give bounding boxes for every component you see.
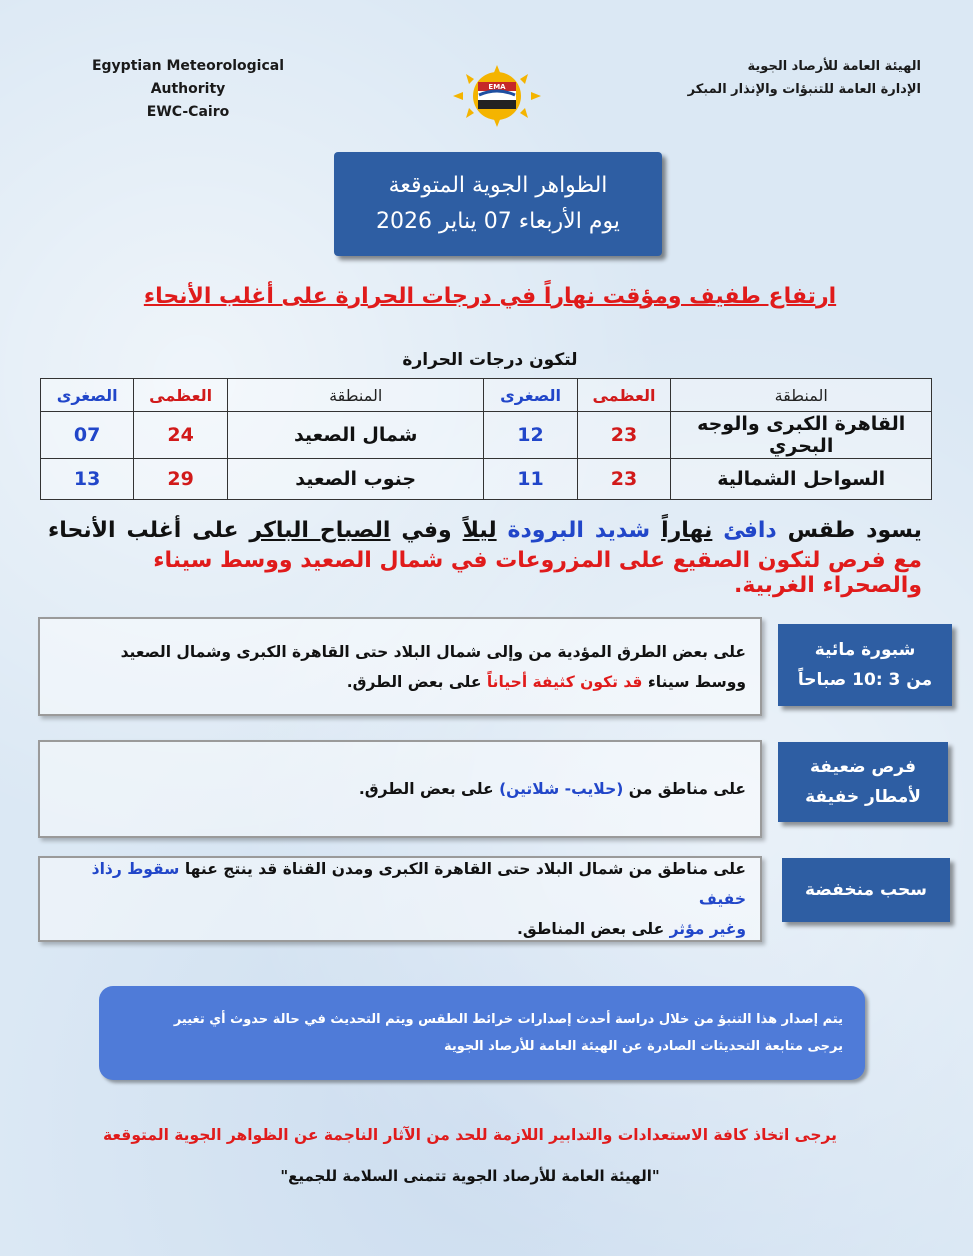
fog-text-highlight: قد تكون كثيفة أحياناً: [486, 672, 643, 691]
note-line: يتم إصدار هذا التنبؤ من خلال دراسة أحدث إصدارات خرائط الطقس ويتم التحديث في حالة حدوث أي تغيير: [173, 1012, 843, 1027]
summary-text: ليلاً: [462, 518, 497, 543]
max-temp: 29: [134, 459, 228, 500]
table-row: [41, 412, 932, 459]
rain-label: [778, 742, 948, 822]
fog-text-line: على بعض الطرق المؤدية من وإلى شمال البلاد حتى القاهرة الكبرى وشمال الصعيد: [120, 642, 746, 661]
en-center-name: EWC-Cairo: [146, 104, 230, 120]
summary-text: نهاراً: [661, 518, 713, 543]
fog-text: على بعض الطرق.: [346, 672, 482, 691]
clouds-text: على بعض المناطق.: [516, 920, 665, 938]
max-temp: 23: [577, 412, 671, 459]
rain-text: على بعض الطرق.: [358, 780, 494, 798]
clouds-text-line: [52, 914, 746, 944]
fog-label-time: من 3 :10 صباحاً: [797, 670, 933, 690]
en-org-name: Egyptian Meteorological Authority: [91, 58, 285, 97]
en-header: [58, 55, 318, 124]
region-name: السواحل الشمالية: [671, 459, 932, 500]
summary-text: الصباح الباكر: [249, 518, 391, 543]
warning-text: يرجى اتخاذ كافة الاستعدادات والتدابير اللازمة للحد من الآثار الناجمة عن الظواهر الجوية المتوقعة: [103, 1126, 837, 1144]
temperature-table: [40, 378, 932, 500]
summary-text: دافئ: [723, 518, 777, 543]
rain-text-line: [52, 774, 746, 804]
summary-text: على أغلب الأنحاء: [48, 518, 239, 543]
fog-label: [778, 624, 952, 706]
ema-logo-icon: [453, 65, 541, 127]
fog-label-title: شبورة مائية: [814, 640, 916, 660]
fog-text-line: [52, 667, 746, 697]
update-note: [99, 986, 865, 1080]
note-line: يرجى متابعة التحديثات الصادرة عن الهيئة العامة للأرصاد الجوية: [443, 1039, 843, 1054]
clouds-text-highlight: سقوط رذاذ خفيف: [91, 860, 746, 908]
summary-text: شديد البرودة: [507, 518, 651, 543]
max-temp: 23: [577, 459, 671, 500]
title-box: [334, 152, 662, 256]
col-max: العظمى: [577, 379, 671, 412]
rain-text: على مناطق من: [628, 780, 746, 798]
rain-text-highlight: (حلايب- شلاتين): [499, 780, 624, 798]
fog-description: [38, 617, 762, 716]
col-region: المنطقة: [671, 379, 932, 412]
rain-label-subtitle: لأمطار خفيفة: [805, 787, 921, 807]
clouds-text-line: [52, 854, 746, 914]
min-temp: 07: [41, 412, 134, 459]
summary-text: يسود طقس: [787, 518, 922, 543]
ar-header: [661, 55, 921, 101]
table-header-row: [41, 379, 932, 412]
summary-line-1: [48, 512, 922, 550]
col-min: الصغرى: [484, 379, 577, 412]
ar-org-name: الهيئة العامة للأرصاد الجوية: [747, 59, 921, 74]
col-region: المنطقة: [227, 379, 483, 412]
clouds-text: على مناطق من شمال البلاد حتى القاهرة الكبرى ومدن القناة قد ينتج عنها: [184, 860, 746, 878]
clouds-text-highlight: وغير مؤثر: [669, 920, 746, 938]
min-temp: 11: [484, 459, 577, 500]
col-min: الصغرى: [41, 379, 134, 412]
clouds-description: [38, 856, 762, 942]
headline: ارتفاع طفيف ومؤقت نهاراً في درجات الحرارة على أغلب الأنحاء: [143, 284, 837, 309]
max-temp: 24: [134, 412, 228, 459]
clouds-label-title: سحب منخفضة: [805, 880, 927, 900]
ar-dept-name: الإدارة العامة للتنبؤات والإنذار المبكر: [687, 82, 921, 97]
col-max: العظمى: [134, 379, 228, 412]
summary-line-2: مع فرص لتكون الصقيع على المزروعات في شمال الصعيد ووسط سيناء والصحراء الغربية.: [153, 548, 922, 598]
min-temp: 13: [41, 459, 134, 500]
clouds-label: [782, 858, 950, 922]
rain-description: [38, 740, 762, 838]
svg-text:EMA: EMA: [488, 83, 506, 91]
table-row: [41, 459, 932, 500]
region-name: شمال الصعيد: [227, 412, 483, 459]
date-line: يوم الأربعاء 07 يناير 2026: [376, 209, 620, 234]
region-name: القاهرة الكبرى والوجه البحري: [671, 412, 932, 459]
rain-label-title: فرص ضعيفة: [809, 757, 916, 777]
temps-title: لتكون درجات الحرارة: [402, 350, 578, 370]
title-line: الظواهر الجوية المتوقعة: [388, 173, 608, 198]
fog-text: ووسط سيناء: [647, 672, 746, 691]
summary-text: وفي: [401, 518, 452, 543]
min-temp: 12: [484, 412, 577, 459]
closing-text: "الهيئة العامة للأرصاد الجوية تتمنى السلامة للجميع": [280, 1167, 660, 1185]
region-name: جنوب الصعيد: [227, 459, 483, 500]
